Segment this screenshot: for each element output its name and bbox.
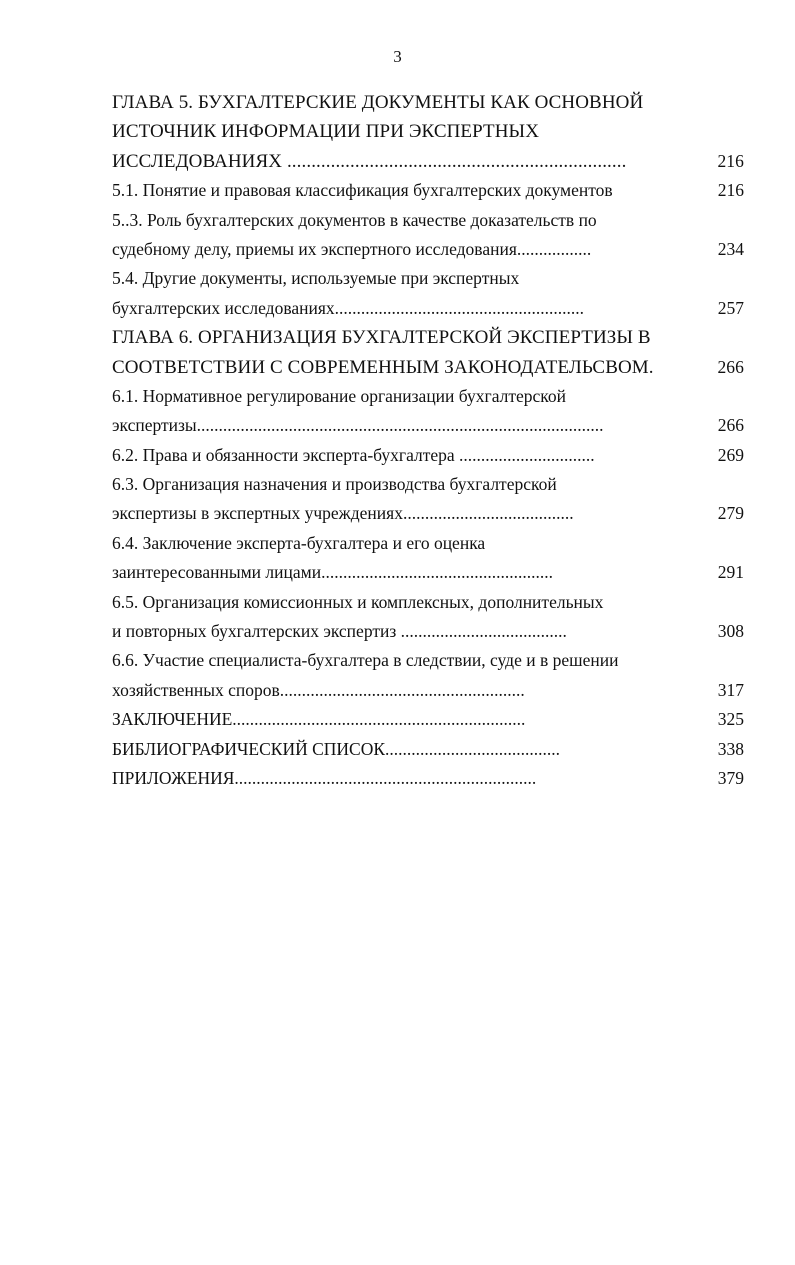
toc-line	[112, 411, 744, 440]
toc-entry-text: ИССЛЕДОВАНИЯХ ......................................................................	[112, 150, 627, 172]
toc-entry-text: СООТВЕТСТВИИ С СОВРЕМЕННЫМ ЗАКОНОДАТЕЛЬСВОМ.	[112, 356, 654, 378]
toc-line	[112, 764, 744, 793]
toc-line	[112, 676, 744, 705]
table-of-contents	[112, 88, 744, 793]
toc-entry-text: ИСТОЧНИК ИНФОРМАЦИИ ПРИ ЭКСПЕРТНЫХ	[112, 121, 540, 143]
toc-entry-text: 6.4. Заключение эксперта-бухгалтера и его оценка	[112, 532, 486, 553]
toc-line	[112, 88, 744, 117]
toc-line	[112, 323, 744, 352]
toc-line	[112, 294, 744, 323]
toc-entry-text: 6.5. Организация комиссионных и комплексных, дополнительных	[112, 591, 604, 612]
toc-entry-page: 325	[717, 709, 744, 730]
toc-line	[112, 499, 744, 528]
toc-entry-text: хозяйственных споров........................................................	[112, 679, 525, 700]
toc-line	[112, 617, 744, 646]
toc-line	[112, 147, 744, 176]
toc-line	[112, 117, 744, 146]
toc-line	[112, 353, 744, 382]
toc-line	[112, 558, 744, 587]
toc-line	[112, 646, 744, 675]
toc-entry-text: 5.4. Другие документы, используемые при экспертных	[112, 268, 520, 289]
toc-entry-text: 6.2. Права и обязанности эксперта-бухгалтера ...............................	[112, 444, 595, 465]
toc-entry-page: 279	[717, 503, 744, 524]
toc-entry-page: 338	[717, 738, 744, 759]
toc-line	[112, 382, 744, 411]
toc-entry-text: ГЛАВА 5. БУХГАЛТЕРСКИЕ ДОКУМЕНТЫ КАК ОСНОВНОЙ	[112, 92, 644, 113]
toc-entry-text: 6.6. Участие специалиста-бухгалтера в следствии, суде и в решении	[112, 650, 619, 671]
toc-line	[112, 264, 744, 293]
toc-entry-text: судебному делу, приемы их экспертного исследования.................	[112, 238, 592, 259]
toc-entry-page: 266	[717, 356, 744, 377]
toc-entry-page: 269	[717, 444, 744, 465]
toc-entry-page: 216	[717, 180, 744, 201]
page-number: 3	[393, 47, 402, 66]
toc-line	[112, 529, 744, 558]
toc-entry-text: БИБЛИОГРАФИЧЕСКИЙ СПИСОК........................................	[112, 738, 561, 759]
toc-line	[112, 206, 744, 235]
toc-entry-text: и повторных бухгалтерских экспертиз ......................................	[112, 621, 567, 642]
toc-line	[112, 588, 744, 617]
toc-entry-text: экспертизы в экспертных учреждениях.......................................	[112, 503, 574, 524]
toc-line	[112, 441, 744, 470]
toc-entry-text: заинтересованными лицами.....................................................	[112, 562, 553, 583]
toc-entry-page: 379	[717, 767, 744, 788]
toc-entry-page: 317	[717, 679, 744, 700]
toc-entry-page: 234	[717, 238, 744, 259]
toc-line	[112, 470, 744, 499]
toc-line	[112, 176, 744, 205]
toc-entry-text: 5.1. Понятие и правовая классификация бухгалтерских документов	[112, 180, 613, 201]
toc-entry-page: 308	[717, 621, 744, 642]
toc-line	[112, 705, 744, 734]
toc-entry-page: 257	[717, 297, 744, 318]
toc-entry-text: 6.3. Организация назначения и производства бухгалтерской	[112, 474, 557, 495]
toc-entry-text: экспертизы.............................................................................................	[112, 415, 604, 436]
toc-entry-page: 266	[717, 415, 744, 436]
toc-line	[112, 235, 744, 264]
toc-entry-text: ЗАКЛЮЧЕНИЕ...................................................................	[112, 709, 526, 730]
toc-entry-text: 5..3. Роль бухгалтерских документов в качестве доказательств по	[112, 209, 597, 230]
toc-entry-text: ГЛАВА 6. ОРГАНИЗАЦИЯ БУХГАЛТЕРСКОЙ ЭКСПЕРТИЗЫ В	[112, 327, 651, 349]
toc-entry-text: бухгалтерских исследованиях.........................................................	[112, 297, 585, 318]
toc-entry-page: 216	[717, 150, 744, 171]
toc-entry-text: 6.1. Нормативное регулирование организации бухгалтерской	[112, 385, 567, 406]
toc-entry-page: 291	[717, 562, 744, 583]
toc-entry-text: ПРИЛОЖЕНИЯ.....................................................................	[112, 767, 537, 788]
toc-line	[112, 735, 744, 764]
